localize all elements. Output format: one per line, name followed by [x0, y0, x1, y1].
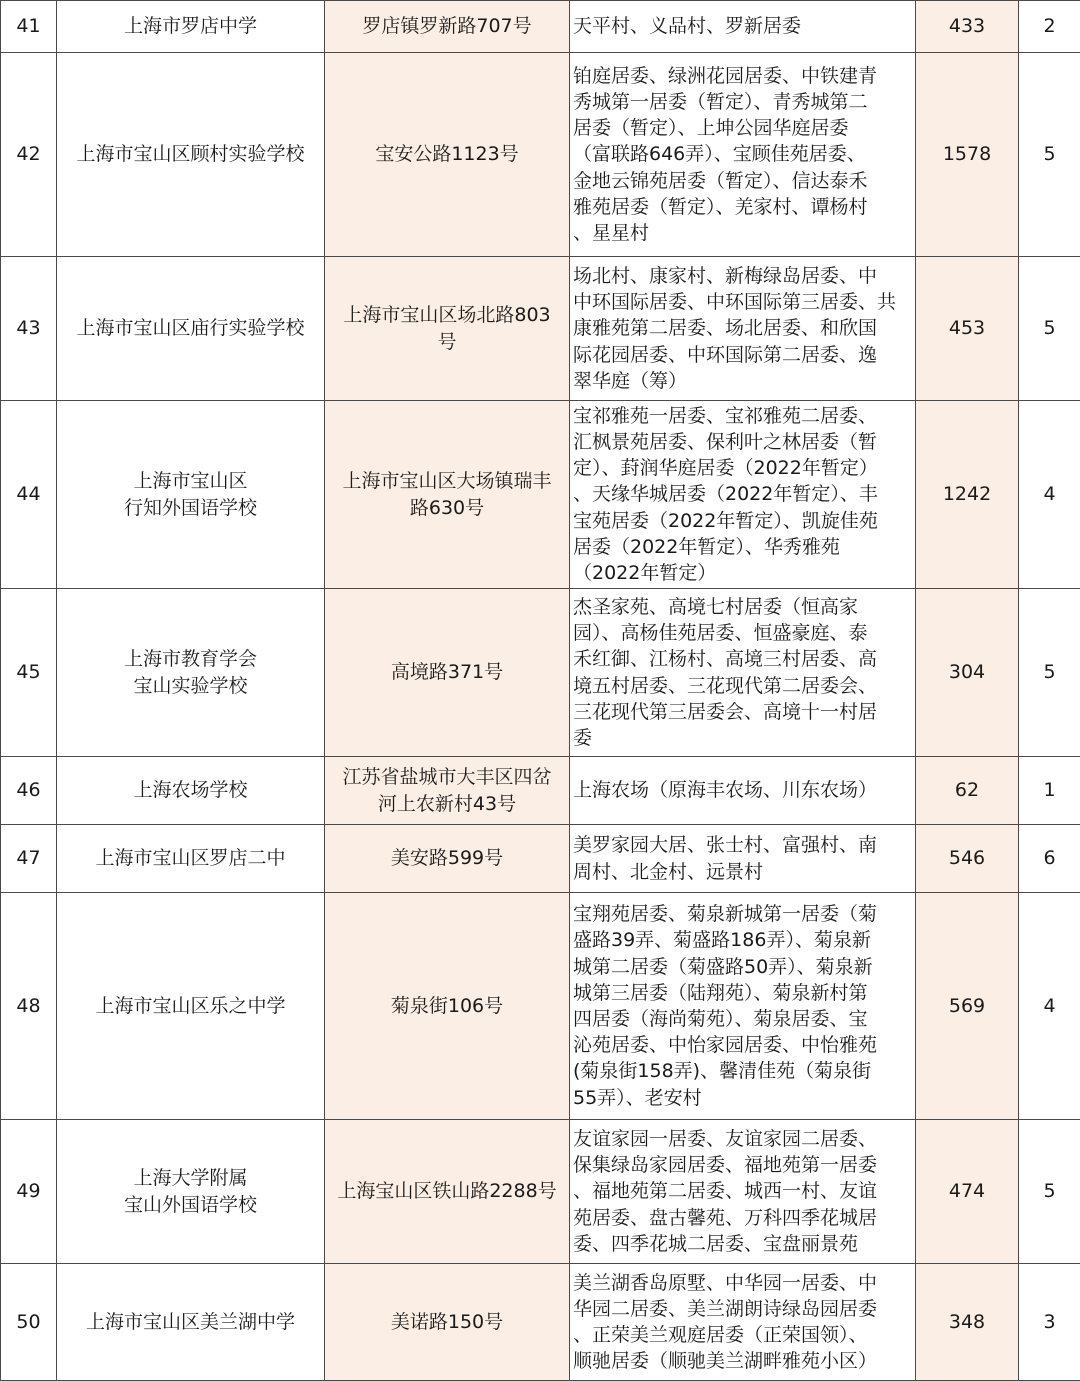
enrollment-area-line: 园）、高杨佳苑居委、恒盛豪庭、泰 [573, 622, 868, 645]
enrollment-area-cell [570, 1120, 916, 1264]
school-name-cell [57, 1264, 325, 1381]
class-count: 3 [1043, 1310, 1056, 1333]
school-address-line: 河上农新村43号 [377, 792, 517, 815]
school-name-cell [57, 401, 325, 589]
class-count-cell [1019, 1264, 1080, 1381]
class-count: 5 [1043, 661, 1056, 684]
student-count-cell [916, 1120, 1019, 1264]
row-number: 48 [16, 994, 41, 1017]
enrollment-area-line: 盛路39弄、菊盛路186弄）、菊泉新 [573, 929, 871, 952]
student-count: 474 [948, 1180, 986, 1203]
school-name-line: 上海市宝山区庙行实验学校 [76, 317, 305, 340]
row-number-cell [1, 257, 57, 401]
enrollment-area-line: 宝苑居委（2022年暂定）、凯旋佳苑 [573, 509, 878, 532]
school-address-line: 上海市宝山区场北路803 [343, 304, 551, 327]
enrollment-area-cell [570, 1264, 916, 1381]
school-name-cell [57, 893, 325, 1120]
school-address-line: 宝安公路1123号 [375, 143, 519, 166]
enrollment-area-line: 华园二居委、美兰湖朗诗绿岛园居委 [573, 1297, 878, 1320]
school-name-line: 上海市宝山区美兰湖中学 [85, 1310, 295, 1333]
enrollment-area-line: 、天缘华城居委（2022年暂定）、丰 [573, 483, 878, 506]
enrollment-area-line: 、福地苑第二居委、城西一村、友谊 [573, 1180, 878, 1203]
school-address-cell [325, 757, 570, 825]
enrollment-area-line: 美罗家园大居、张士村、富强村、南 [573, 834, 878, 857]
school-name-line: 上海市宝山区罗店二中 [95, 847, 286, 870]
school-address-line: 菊泉街106号 [390, 994, 504, 1017]
school-name-line: 上海市宝山区 [133, 470, 248, 493]
school-address-line: 美诺路150号 [390, 1310, 504, 1333]
row-number-cell [1, 401, 57, 589]
table-row [1, 53, 1080, 257]
enrollment-area-cell [570, 401, 916, 589]
school-address-line: 号 [437, 330, 457, 353]
school-name-line: 宝山实验学校 [133, 674, 248, 697]
enrollment-area-cell [570, 757, 916, 825]
school-name-cell [57, 53, 325, 257]
table-row [1, 401, 1080, 589]
enrollment-area-line: 保集绿岛家园居委、福地苑第一居委 [573, 1154, 878, 1177]
school-name-cell [57, 1, 325, 53]
enrollment-area-cell [570, 893, 916, 1120]
student-count: 453 [948, 317, 986, 340]
enrollment-area-line: 宝祁雅苑一居委、宝祁雅苑二居委、 [573, 404, 878, 427]
enrollment-area-cell [570, 589, 916, 757]
school-address-cell [325, 1264, 570, 1381]
student-count-cell [916, 257, 1019, 401]
enrollment-area-line: 禾红御、江杨村、高境三村居委、高 [573, 648, 878, 671]
class-count: 2 [1043, 15, 1056, 38]
school-address-line: 上海市宝山区大场镇瑞丰 [342, 470, 552, 493]
enrollment-area-line: 康雅苑第二居委、场北居委、和欣国 [573, 317, 878, 340]
school-address-line: 上海宝山区铁山路2288号 [337, 1180, 557, 1203]
school-address-cell [325, 1120, 570, 1264]
enrollment-area-line: 金地云锦苑居委（暂定）、信达泰禾 [573, 169, 868, 192]
class-count: 4 [1043, 483, 1056, 506]
row-number-cell [1, 1264, 57, 1381]
enrollment-area-line: 沁苑居委、中怡家园居委、中怡雅苑 [573, 1034, 878, 1057]
class-count: 5 [1043, 143, 1056, 166]
enrollment-area-line: 杰圣家苑、高境七村居委（恒高家 [573, 595, 859, 618]
enrollment-area-cell [570, 257, 916, 401]
school-address-cell [325, 589, 570, 757]
class-count-cell [1019, 401, 1080, 589]
enrollment-area-line: 周村、北金村、远景村 [573, 860, 764, 883]
enrollment-area-line: 铂庭居委、绿洲花园居委、中铁建青 [573, 64, 878, 87]
row-number-cell [1, 1120, 57, 1264]
table-row [1, 893, 1080, 1120]
class-count-cell [1019, 1, 1080, 53]
student-count: 62 [954, 779, 980, 802]
student-count-cell [916, 589, 1019, 757]
class-count: 1 [1043, 779, 1056, 802]
school-name-line: 上海市宝山区乐之中学 [95, 994, 286, 1017]
enrollment-area-line: 委 [573, 726, 593, 749]
enrollment-area-line: 定）、葑润华庭居委（2022年暂定） [573, 457, 878, 480]
row-number-cell [1, 893, 57, 1120]
enrollment-area-line: 际花园居委、中环国际第二居委、逸 [573, 343, 878, 366]
school-address-cell [325, 1, 570, 53]
table-row [1, 589, 1080, 757]
school-name-cell [57, 757, 325, 825]
school-name-line: 上海市罗店中学 [123, 15, 257, 38]
enrollment-area-line: 上海农场（原海丰农场、川东农场） [573, 779, 878, 802]
row-number-cell [1, 825, 57, 893]
class-count: 5 [1043, 317, 1056, 340]
row-number: 46 [16, 779, 41, 802]
enrollment-area-cell [570, 825, 916, 893]
class-count-cell [1019, 257, 1080, 401]
student-count-cell [916, 53, 1019, 257]
table-row [1, 757, 1080, 825]
school-name-line: 上海农场学校 [133, 779, 248, 802]
class-count-cell [1019, 893, 1080, 1120]
table-row [1, 1, 1080, 53]
enrollment-area-cell [570, 53, 916, 257]
enrollment-area-line: 城第二居委（菊盛路50弄）、菊泉新 [573, 955, 873, 978]
row-number-cell [1, 53, 57, 257]
table-row [1, 257, 1080, 401]
student-count: 546 [948, 847, 986, 870]
row-number: 45 [16, 661, 41, 684]
enrollment-area-line: 雅苑居委（暂定）、羌家村、谭杨村 [573, 195, 868, 218]
row-number: 44 [16, 483, 41, 506]
enrollment-area-line: 委、四季花城二居委、宝盘丽景苑 [573, 1232, 859, 1255]
school-address-cell [325, 257, 570, 401]
table-row [1, 825, 1080, 893]
school-address-cell [325, 401, 570, 589]
class-count-cell [1019, 53, 1080, 257]
school-name-cell [57, 825, 325, 893]
table-row [1, 1264, 1080, 1381]
enrollment-area-line: 55弄）、老安村 [573, 1086, 702, 1109]
student-count: 1578 [942, 143, 992, 166]
school-address-line: 罗店镇罗新路707号 [362, 15, 532, 38]
table-row [1, 1120, 1080, 1264]
enrollment-area-line: 四居委（海尚菊苑）、菊泉居委、宝 [573, 1008, 868, 1030]
school-name-line: 宝山外国语学校 [123, 1193, 257, 1216]
school-address-line: 美安路599号 [390, 847, 504, 870]
row-number: 47 [16, 847, 41, 870]
enrollment-area-line: 居委（暂定）、上坤公园华庭居委 [573, 117, 849, 140]
school-address-line: 路630号 [409, 496, 485, 519]
school-name-cell [57, 589, 325, 757]
enrollment-area-line: 宝翔苑居委、菊泉新城第一居委（菊 [573, 903, 878, 926]
class-count: 5 [1043, 1180, 1056, 1203]
school-name-line: 上海市宝山区顾村实验学校 [76, 143, 305, 166]
row-number-cell [1, 589, 57, 757]
enrollment-area-line: 、正荣美兰观庭居委（正荣国领）、 [573, 1324, 868, 1346]
row-number: 50 [16, 1310, 41, 1333]
enrollment-area-line: 苑居委、盘古馨苑、万科四季花城居 [573, 1206, 878, 1229]
student-count-cell [916, 893, 1019, 1120]
enrollment-area-line: 场北村、康家村、新梅绿岛居委、中 [573, 264, 878, 287]
school-name-line: 上海市教育学会 [123, 648, 257, 671]
class-count: 6 [1043, 847, 1056, 870]
enrollment-area-line: 城第三居委（陆翔苑）、菊泉新村第 [573, 981, 868, 1004]
enrollment-area-line: 翠华庭（筹） [573, 369, 688, 392]
enrollment-area-line: 境五村居委、三花现代第二居委会、 [573, 674, 878, 697]
student-count-cell [916, 757, 1019, 825]
enrollment-area-line: 天平村、义品村、罗新居委 [573, 15, 802, 38]
enrollment-area-line: 、星星村 [573, 222, 650, 244]
enrollment-area-line: 三花现代第三居委会、高境十一村居 [573, 700, 878, 723]
school-address-cell [325, 53, 570, 257]
student-count-cell [916, 1264, 1019, 1381]
student-count: 433 [948, 15, 986, 38]
class-count: 4 [1043, 994, 1056, 1017]
enrollment-area-line: 居委（2022年暂定）、华秀雅苑 [573, 535, 840, 558]
enrollment-area-line: (菊泉街158弄)、馨清佳苑（菊泉街 [573, 1060, 872, 1083]
class-count-cell [1019, 757, 1080, 825]
enrollment-area-line: （富联路646弄）、宝顾佳苑居委、 [573, 143, 866, 166]
student-count: 348 [948, 1310, 986, 1333]
enrollment-area-line: 顺驰居委（顺驰美兰湖畔雅苑小区） [573, 1350, 878, 1373]
enrollment-area-cell [570, 1, 916, 53]
student-count-cell [916, 1, 1019, 53]
student-count-cell [916, 825, 1019, 893]
enrollment-area-line: 友谊家园一居委、友谊家园二居委、 [573, 1127, 878, 1150]
class-count-cell [1019, 589, 1080, 757]
enrollment-area-line: 中环国际居委、中环国际第三居委、共 [573, 291, 897, 314]
row-number-cell [1, 757, 57, 825]
enrollment-area-line: 汇枫景苑居委、保利叶之林居委（暂 [573, 430, 878, 453]
row-number: 43 [16, 317, 41, 340]
student-count: 569 [948, 994, 986, 1017]
school-address-line: 江苏省盐城市大丰区四岔 [342, 766, 552, 789]
school-address-cell [325, 825, 570, 893]
enrollment-area-line: 美兰湖香岛原墅、中华园一居委、中 [573, 1271, 878, 1294]
row-number: 49 [16, 1180, 41, 1203]
school-name-cell [57, 1120, 325, 1264]
enrollment-area-line: 秀城第一居委（暂定）、青秀城第二 [573, 90, 868, 113]
school-name-line: 行知外国语学校 [123, 496, 257, 519]
school-name-line: 上海大学附属 [133, 1167, 248, 1190]
student-count: 304 [948, 661, 986, 684]
school-address-cell [325, 893, 570, 1120]
row-number-cell [1, 1, 57, 53]
school-name-cell [57, 257, 325, 401]
school-address-line: 高境路371号 [390, 661, 504, 684]
enrollment-area-line: （2022年暂定） [573, 562, 717, 584]
row-number: 41 [16, 15, 41, 38]
row-number: 42 [16, 143, 41, 166]
class-count-cell [1019, 1120, 1080, 1264]
student-count: 1242 [942, 483, 992, 506]
class-count-cell [1019, 825, 1080, 893]
student-count-cell [916, 401, 1019, 589]
